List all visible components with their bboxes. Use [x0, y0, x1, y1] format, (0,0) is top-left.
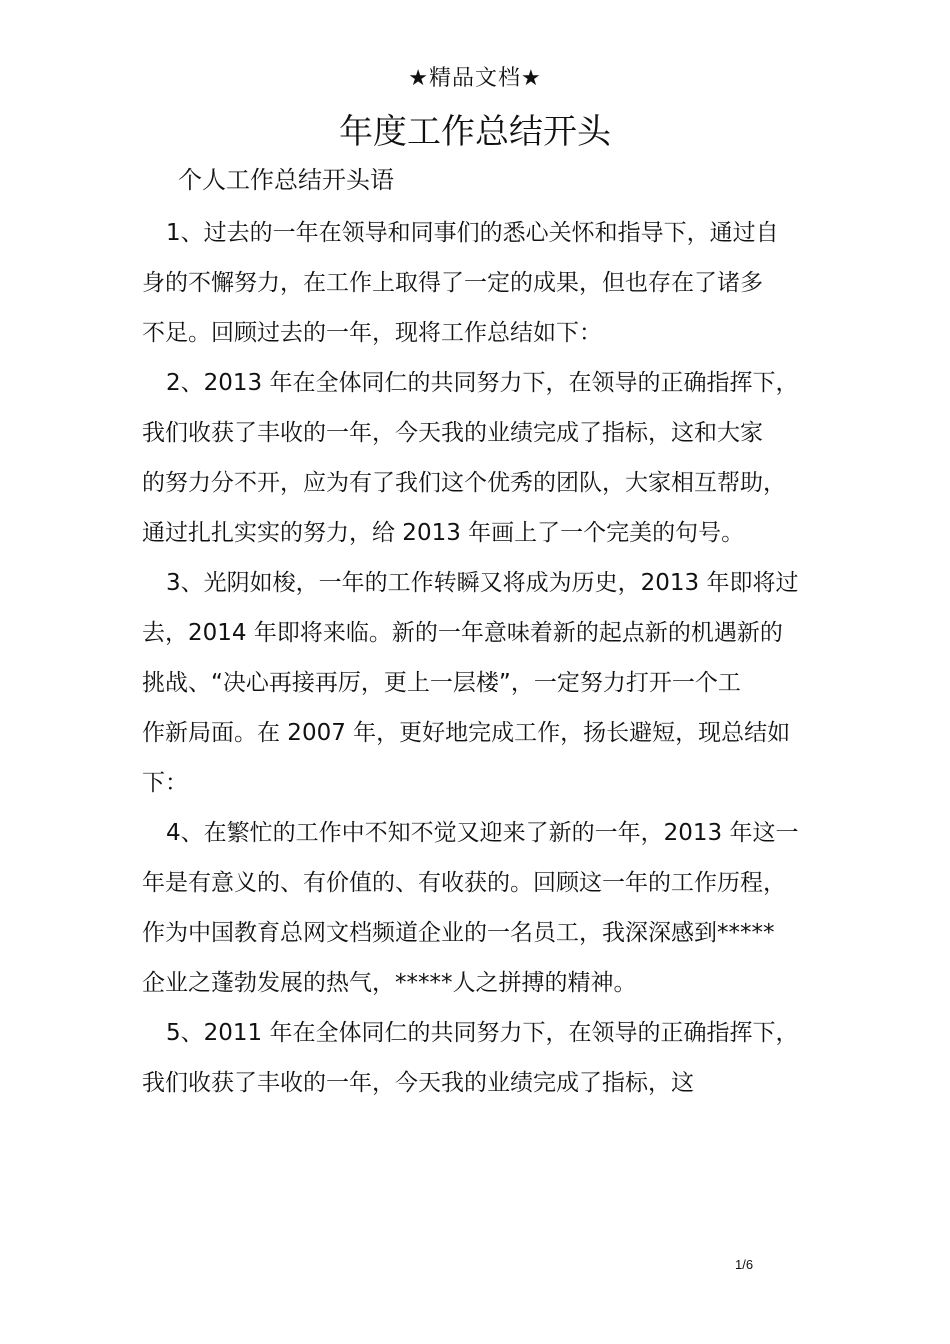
- paragraph-line: 年是有意义的、有价值的、有收获的。回顾这一年的工作历程，: [142, 870, 786, 896]
- paragraph-line: 作为中国教育总网文档频道企业的一名员工，我深深感到*****: [142, 920, 775, 946]
- page-number: 1/6: [735, 1257, 754, 1272]
- paragraph-line: 我们收获了丰收的一年，今天我的业绩完成了指标，这和大家: [142, 420, 763, 446]
- paragraph-line: 1、过去的一年在领导和同事们的悉心关怀和指导下，通过自: [166, 220, 779, 246]
- paragraph-line: 作新局面。在 2007 年，更好地完成工作，扬长避短，现总结如: [142, 720, 791, 746]
- paragraph-5: [142, 1008, 822, 1108]
- document-subtitle: 个人工作总结开头语: [178, 166, 394, 194]
- document-body: [142, 208, 822, 1108]
- paragraph-3: [142, 558, 822, 808]
- paragraph-line: 通过扎扎实实的努力，给 2013 年画上了一个完美的句号。: [142, 520, 745, 546]
- paragraph-4: [142, 808, 822, 1008]
- paragraph-line: 去，2014 年即将来临。新的一年意味着新的起点新的机遇新的: [142, 620, 783, 646]
- paragraph-line: 的努力分不开，应为有了我们这个优秀的团队，大家相互帮助，: [142, 470, 786, 496]
- paragraph-2: [142, 358, 822, 558]
- paragraph-line: 下：: [142, 770, 188, 796]
- paragraph-line: 我们收获了丰收的一年，今天我的业绩完成了指标，这: [142, 1070, 694, 1096]
- paragraph-line: 挑战、“决心再接再厉，更上一层楼”，一定努力打开一个工: [142, 670, 741, 696]
- paragraph-line: 不足。回顾过去的一年，现将工作总结如下：: [142, 320, 602, 346]
- document-title: 年度工作总结开头: [339, 112, 611, 152]
- premium-document-mark: ★精品文档★: [408, 66, 542, 91]
- paragraph-line: 身的不懈努力，在工作上取得了一定的成果，但也存在了诸多: [142, 270, 763, 296]
- paragraph-1: [142, 208, 822, 358]
- paragraph-line: 4、在繁忙的工作中不知不觉又迎来了新的一年，2013 年这一: [166, 820, 799, 846]
- paragraph-line: 企业之蓬勃发展的热气，*****人之拼搏的精神。: [142, 970, 637, 996]
- paragraph-line: 3、光阴如梭，一年的工作转瞬又将成为历史，2013 年即将过: [166, 570, 799, 596]
- paragraph-line: 2、2013 年在全体同仁的共同努力下，在领导的正确指挥下，: [166, 370, 799, 396]
- paragraph-line: 5、2011 年在全体同仁的共同努力下，在领导的正确指挥下，: [166, 1020, 799, 1046]
